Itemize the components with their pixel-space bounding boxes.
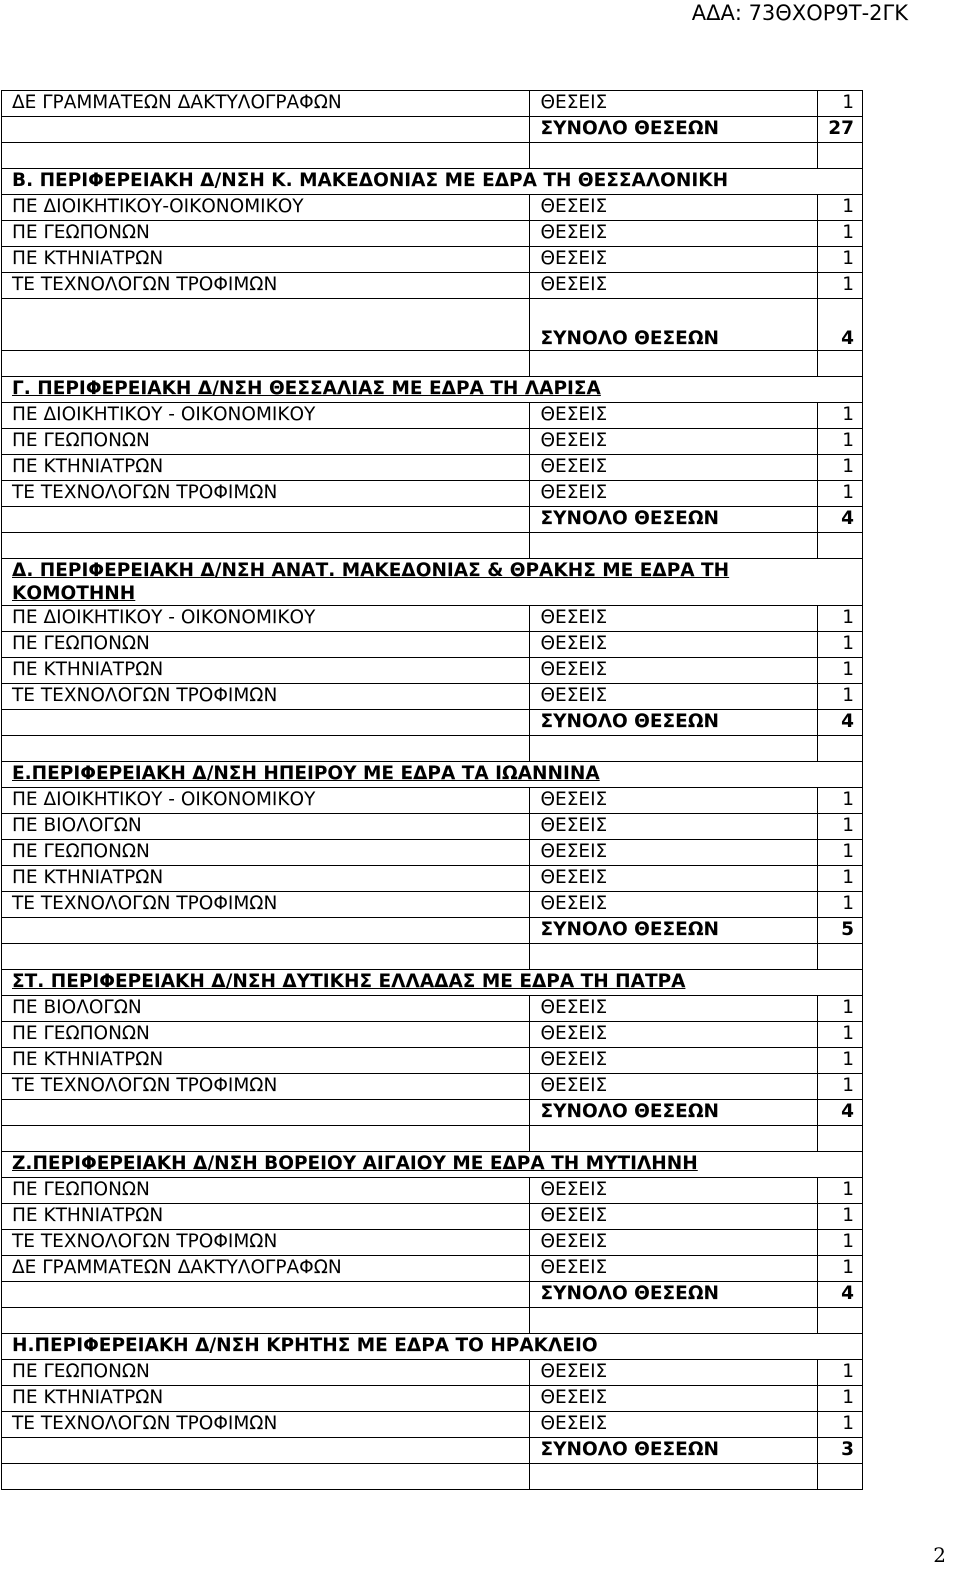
positions-count: 1 xyxy=(817,658,862,684)
total-count: 4 xyxy=(817,1282,862,1308)
empty-cell xyxy=(817,143,862,169)
position-name: ΠΕ ΚΤΗΝΙΑΤΡΩΝ xyxy=(2,455,530,481)
position-name: ΠΕ ΒΙΟΛΟΓΩΝ xyxy=(2,996,530,1022)
positions-label: ΘΕΣΕΙΣ xyxy=(530,1048,817,1074)
positions-count: 1 xyxy=(817,684,862,710)
positions-count: 1 xyxy=(817,632,862,658)
region-header-row xyxy=(2,970,863,996)
spacer-row xyxy=(2,1464,863,1490)
total-row xyxy=(2,918,863,944)
empty-cell xyxy=(2,1126,530,1152)
positions-count: 1 xyxy=(817,1230,862,1256)
total-label: ΣΥΝΟΛΟ ΘΕΣΕΩΝ xyxy=(530,1438,817,1464)
position-name: ΠΕ ΓΕΩΠΟΝΩΝ xyxy=(2,632,530,658)
empty-cell xyxy=(2,117,530,143)
position-row xyxy=(2,1048,863,1074)
region-heading: Δ. ΠΕΡΙΦΕΡΕΙΑΚΗ Δ/ΝΣΗ ΑΝΑΤ. ΜΑΚΕΔΟΝΙΑΣ & ΘΡΑΚΗΣ ΜΕ ΕΔΡΑ ΤΗ ΚΟΜΟΤΗΝΗ xyxy=(2,559,863,606)
empty-cell xyxy=(2,1100,530,1126)
empty-cell xyxy=(530,944,817,970)
position-name: ΠΕ ΓΕΩΠΟΝΩΝ xyxy=(2,429,530,455)
position-name: ΠΕ ΚΤΗΝΙΑΤΡΩΝ xyxy=(2,866,530,892)
empty-cell xyxy=(530,1308,817,1334)
ada-code: ΑΔΑ: 73ΘΧΟΡ9Τ-2ΓΚ xyxy=(691,1,908,25)
position-name: ΔΕ ΓΡΑΜΜΑΤΕΩΝ ΔΑΚΤΥΛΟΓΡΑΦΩΝ xyxy=(2,1256,530,1282)
position-name: ΔΕ ΓΡΑΜΜΑΤΕΩΝ ΔΑΚΤΥΛΟΓΡΑΦΩΝ xyxy=(2,91,530,117)
position-name: ΤΕ ΤΕΧΝΟΛΟΓΩΝ ΤΡΟΦΙΜΩΝ xyxy=(2,481,530,507)
position-row xyxy=(2,892,863,918)
position-row xyxy=(2,481,863,507)
empty-cell xyxy=(2,736,530,762)
position-row xyxy=(2,684,863,710)
position-row xyxy=(2,840,863,866)
empty-cell xyxy=(2,710,530,736)
total-row xyxy=(2,1100,863,1126)
positions-count: 1 xyxy=(817,1048,862,1074)
positions-label: ΘΕΣΕΙΣ xyxy=(530,91,817,117)
positions-label: ΘΕΣΕΙΣ xyxy=(530,1360,817,1386)
positions-count: 1 xyxy=(817,1360,862,1386)
position-row xyxy=(2,455,863,481)
position-name: ΠΕ ΓΕΩΠΟΝΩΝ xyxy=(2,221,530,247)
positions-count: 1 xyxy=(817,892,862,918)
total-label: ΣΥΝΟΛΟ ΘΕΣΕΩΝ xyxy=(530,1100,817,1126)
positions-count: 1 xyxy=(817,1178,862,1204)
position-row xyxy=(2,658,863,684)
positions-label: ΘΕΣΕΙΣ xyxy=(530,1386,817,1412)
positions-label: ΘΕΣΕΙΣ xyxy=(530,247,817,273)
total-count: 3 xyxy=(817,1438,862,1464)
empty-cell xyxy=(817,1464,862,1490)
positions-count: 1 xyxy=(817,403,862,429)
region-header-row xyxy=(2,377,863,403)
spacer-row xyxy=(2,351,863,377)
position-name: ΠΕ ΔΙΟΙΚΗΤΙΚΟΥ - ΟΙΚΟΝΟΜΙΚΟΥ xyxy=(2,606,530,632)
positions-label: ΘΕΣΕΙΣ xyxy=(530,403,817,429)
total-label: ΣΥΝΟΛΟ ΘΕΣΕΩΝ xyxy=(530,507,817,533)
spacer-row xyxy=(2,533,863,559)
total-row xyxy=(2,507,863,533)
empty-cell xyxy=(817,944,862,970)
total-count: 4 xyxy=(817,507,862,533)
position-row xyxy=(2,788,863,814)
position-name: ΤΕ ΤΕΧΝΟΛΟΓΩΝ ΤΡΟΦΙΜΩΝ xyxy=(2,1074,530,1100)
region-header-row xyxy=(2,762,863,788)
position-name: ΠΕ ΓΕΩΠΟΝΩΝ xyxy=(2,1022,530,1048)
empty-cell xyxy=(530,351,817,377)
positions-label: ΘΕΣΕΙΣ xyxy=(530,481,817,507)
total-row xyxy=(2,1282,863,1308)
positions-table xyxy=(1,90,863,1490)
positions-count: 1 xyxy=(817,1386,862,1412)
position-row xyxy=(2,632,863,658)
empty-cell xyxy=(530,533,817,559)
positions-label: ΘΕΣΕΙΣ xyxy=(530,429,817,455)
total-count: 5 xyxy=(817,918,862,944)
region-heading: Η.ΠΕΡΙΦΕΡΕΙΑΚΗ Δ/ΝΣΗ ΚΡΗΤΗΣ ΜΕ ΕΔΡΑ ΤΟ ΗΡΑΚΛΕΙΟ xyxy=(2,1334,863,1360)
positions-count: 1 xyxy=(817,429,862,455)
empty-cell xyxy=(2,1438,530,1464)
positions-label: ΘΕΣΕΙΣ xyxy=(530,195,817,221)
positions-label: ΘΕΣΕΙΣ xyxy=(530,1256,817,1282)
positions-label: ΘΕΣΕΙΣ xyxy=(530,684,817,710)
position-name: ΠΕ ΚΤΗΝΙΑΤΡΩΝ xyxy=(2,1048,530,1074)
positions-label: ΘΕΣΕΙΣ xyxy=(530,996,817,1022)
position-name: ΠΕ ΔΙΟΙΚΗΤΙΚΟΥ - ΟΙΚΟΝΟΜΙΚΟΥ xyxy=(2,788,530,814)
position-name: ΠΕ ΔΙΟΙΚΗΤΙΚΟΥ - ΟΙΚΟΝΟΜΙΚΟΥ xyxy=(2,403,530,429)
positions-label: ΘΕΣΕΙΣ xyxy=(530,658,817,684)
position-name: ΠΕ ΔΙΟΙΚΗΤΙΚΟΥ-ΟΙΚΟΝΟΜΙΚΟΥ xyxy=(2,195,530,221)
total-count: 27 xyxy=(817,117,862,143)
region-header-row xyxy=(2,1334,863,1360)
total-row xyxy=(2,1438,863,1464)
positions-label: ΘΕΣΕΙΣ xyxy=(530,892,817,918)
positions-label: ΘΕΣΕΙΣ xyxy=(530,1074,817,1100)
positions-count: 1 xyxy=(817,866,862,892)
total-label: ΣΥΝΟΛΟ ΘΕΣΕΩΝ xyxy=(530,710,817,736)
spacer-row xyxy=(2,736,863,762)
position-name: ΠΕ ΚΤΗΝΙΑΤΡΩΝ xyxy=(2,1386,530,1412)
positions-label: ΘΕΣΕΙΣ xyxy=(530,1230,817,1256)
position-name: ΤΕ ΤΕΧΝΟΛΟΓΩΝ ΤΡΟΦΙΜΩΝ xyxy=(2,684,530,710)
position-row xyxy=(2,1360,863,1386)
empty-cell xyxy=(530,736,817,762)
position-name: ΠΕ ΚΤΗΝΙΑΤΡΩΝ xyxy=(2,658,530,684)
positions-count: 1 xyxy=(817,1412,862,1438)
position-row xyxy=(2,1230,863,1256)
empty-cell xyxy=(2,143,530,169)
region-heading: Γ. ΠΕΡΙΦΕΡΕΙΑΚΗ Δ/ΝΣΗ ΘΕΣΣΑΛΙΑΣ ΜΕ ΕΔΡΑ ΤΗ ΛΑΡΙΣΑ xyxy=(2,377,863,403)
positions-count: 1 xyxy=(817,1074,862,1100)
position-name: ΠΕ ΓΕΩΠΟΝΩΝ xyxy=(2,840,530,866)
region-heading: Β. ΠΕΡΙΦΕΡΕΙΑΚΗ Δ/ΝΣΗ Κ. ΜΑΚΕΔΟΝΙΑΣ ΜΕ ΕΔΡΑ ΤΗ ΘΕΣΣΑΛΟΝΙΚΗ xyxy=(2,169,863,195)
positions-count: 1 xyxy=(817,1256,862,1282)
positions-label: ΘΕΣΕΙΣ xyxy=(530,221,817,247)
total-row xyxy=(2,117,863,143)
position-row xyxy=(2,1022,863,1048)
empty-cell xyxy=(817,1126,862,1152)
position-name: ΤΕ ΤΕΧΝΟΛΟΓΩΝ ΤΡΟΦΙΜΩΝ xyxy=(2,1412,530,1438)
total-label: ΣΥΝΟΛΟ ΘΕΣΕΩΝ xyxy=(530,918,817,944)
position-row xyxy=(2,1204,863,1230)
position-row xyxy=(2,91,863,117)
total-count: 4 xyxy=(817,710,862,736)
position-name: ΠΕ ΚΤΗΝΙΑΤΡΩΝ xyxy=(2,1204,530,1230)
position-row xyxy=(2,429,863,455)
position-row xyxy=(2,1178,863,1204)
positions-count: 1 xyxy=(817,273,862,299)
position-name: ΠΕ ΚΤΗΝΙΑΤΡΩΝ xyxy=(2,247,530,273)
positions-count: 1 xyxy=(817,195,862,221)
positions-count: 1 xyxy=(817,1022,862,1048)
positions-label: ΘΕΣΕΙΣ xyxy=(530,788,817,814)
position-row xyxy=(2,403,863,429)
empty-cell xyxy=(530,1126,817,1152)
spacer-row xyxy=(2,1126,863,1152)
region-heading: Ε.ΠΕΡΙΦΕΡΕΙΑΚΗ Δ/ΝΣΗ ΗΠΕΙΡΟΥ ΜΕ ΕΔΡΑ ΤΑ ΙΩΑΝΝΙΝΑ xyxy=(2,762,863,788)
positions-count: 1 xyxy=(817,840,862,866)
position-row xyxy=(2,273,863,299)
total-label: ΣΥΝΟΛΟ ΘΕΣΕΩΝ xyxy=(530,117,817,143)
empty-cell xyxy=(2,507,530,533)
position-name: ΠΕ ΒΙΟΛΟΓΩΝ xyxy=(2,814,530,840)
position-row xyxy=(2,1412,863,1438)
positions-count: 1 xyxy=(817,814,862,840)
positions-count: 1 xyxy=(817,247,862,273)
positions-label: ΘΕΣΕΙΣ xyxy=(530,840,817,866)
total-row xyxy=(2,299,863,351)
spacer-row xyxy=(2,143,863,169)
positions-count: 1 xyxy=(817,221,862,247)
total-count: 4 xyxy=(817,299,862,351)
positions-count: 1 xyxy=(817,455,862,481)
positions-label: ΘΕΣΕΙΣ xyxy=(530,455,817,481)
position-name: ΠΕ ΓΕΩΠΟΝΩΝ xyxy=(2,1360,530,1386)
positions-label: ΘΕΣΕΙΣ xyxy=(530,1204,817,1230)
position-row xyxy=(2,221,863,247)
total-row xyxy=(2,710,863,736)
empty-cell xyxy=(2,1308,530,1334)
empty-cell xyxy=(2,351,530,377)
empty-cell xyxy=(2,1464,530,1490)
empty-cell xyxy=(530,143,817,169)
total-label: ΣΥΝΟΛΟ ΘΕΣΕΩΝ xyxy=(530,1282,817,1308)
region-heading: ΣΤ. ΠΕΡΙΦΕΡΕΙΑΚΗ Δ/ΝΣΗ ΔΥΤΙΚΗΣ ΕΛΛΑΔΑΣ ΜΕ ΕΔΡΑ ΤΗ ΠΑΤΡΑ xyxy=(2,970,863,996)
positions-count: 1 xyxy=(817,91,862,117)
empty-cell xyxy=(817,533,862,559)
position-row xyxy=(2,996,863,1022)
empty-cell xyxy=(2,1282,530,1308)
page-number: 2 xyxy=(933,1543,946,1567)
position-row xyxy=(2,1074,863,1100)
positions-count: 1 xyxy=(817,1204,862,1230)
positions-label: ΘΕΣΕΙΣ xyxy=(530,814,817,840)
total-label: ΣΥΝΟΛΟ ΘΕΣΕΩΝ xyxy=(530,299,817,351)
position-row xyxy=(2,195,863,221)
positions-label: ΘΕΣΕΙΣ xyxy=(530,632,817,658)
region-header-row xyxy=(2,169,863,195)
position-name: ΤΕ ΤΕΧΝΟΛΟΓΩΝ ΤΡΟΦΙΜΩΝ xyxy=(2,892,530,918)
empty-cell xyxy=(2,299,530,351)
positions-label: ΘΕΣΕΙΣ xyxy=(530,1022,817,1048)
spacer-row xyxy=(2,944,863,970)
position-row xyxy=(2,1256,863,1282)
positions-count: 1 xyxy=(817,606,862,632)
total-count: 4 xyxy=(817,1100,862,1126)
position-row xyxy=(2,814,863,840)
position-row xyxy=(2,606,863,632)
positions-label: ΘΕΣΕΙΣ xyxy=(530,1178,817,1204)
position-name: ΤΕ ΤΕΧΝΟΛΟΓΩΝ ΤΡΟΦΙΜΩΝ xyxy=(2,1230,530,1256)
region-header-row xyxy=(2,1152,863,1178)
position-name: ΠΕ ΓΕΩΠΟΝΩΝ xyxy=(2,1178,530,1204)
empty-cell xyxy=(530,1464,817,1490)
region-heading: Ζ.ΠΕΡΙΦΕΡΕΙΑΚΗ Δ/ΝΣΗ ΒΟΡΕΙΟΥ ΑΙΓΑΙΟΥ ΜΕ ΕΔΡΑ ΤΗ ΜΥΤΙΛΗΝΗ xyxy=(2,1152,863,1178)
spacer-row xyxy=(2,1308,863,1334)
empty-cell xyxy=(817,351,862,377)
position-row xyxy=(2,866,863,892)
positions-count: 1 xyxy=(817,788,862,814)
empty-cell xyxy=(2,533,530,559)
position-row xyxy=(2,1386,863,1412)
positions-label: ΘΕΣΕΙΣ xyxy=(530,273,817,299)
position-name: ΤΕ ΤΕΧΝΟΛΟΓΩΝ ΤΡΟΦΙΜΩΝ xyxy=(2,273,530,299)
empty-cell xyxy=(817,1308,862,1334)
position-row xyxy=(2,247,863,273)
positions-label: ΘΕΣΕΙΣ xyxy=(530,866,817,892)
positions-count: 1 xyxy=(817,996,862,1022)
positions-label: ΘΕΣΕΙΣ xyxy=(530,1412,817,1438)
empty-cell xyxy=(817,736,862,762)
empty-cell xyxy=(2,944,530,970)
empty-cell xyxy=(2,918,530,944)
positions-label: ΘΕΣΕΙΣ xyxy=(530,606,817,632)
region-header-row xyxy=(2,559,863,606)
positions-count: 1 xyxy=(817,481,862,507)
